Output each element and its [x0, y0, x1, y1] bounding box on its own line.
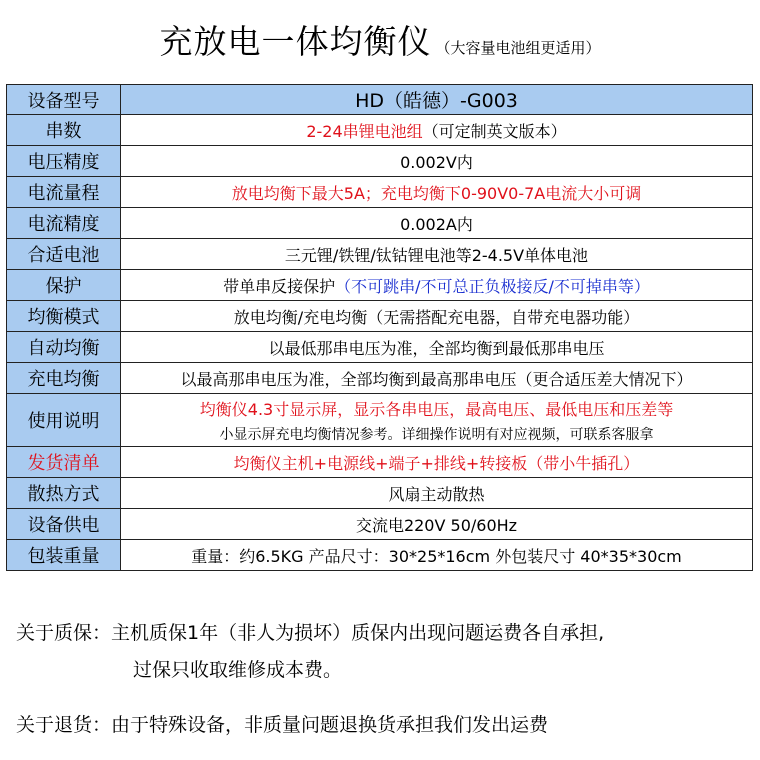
- row-label: 发货清单: [7, 447, 121, 478]
- row-value-line2: 小显示屏充电均衡情况参考。详细操作说明有对应视频，可联系客服拿: [219, 426, 654, 443]
- row-value-extra: （不可跳串/不可总正负极接反/不可掉串等）: [335, 276, 650, 296]
- table-row: [7, 208, 753, 239]
- row-label: 电流量程: [7, 177, 121, 208]
- row-value: [121, 115, 753, 146]
- row-value-extra: （可定制英文版本）: [422, 121, 567, 141]
- title-main: 充放电一体均衡仪: [159, 22, 432, 61]
- row-value: 均衡仪主机+电源线+端子+排线+转接板（带小牛插孔）: [121, 447, 753, 478]
- table-row: [7, 363, 753, 394]
- row-label: 设备型号: [7, 85, 121, 115]
- warranty-note-line2: 过保只收取维修成本费。: [133, 659, 343, 681]
- warranty-note-line1: 关于质保：主机质保1年（非人为损坏）质保内出现问题运费各自承担,: [16, 622, 605, 644]
- row-value: [121, 394, 753, 447]
- row-value: 以最高那串电压为准，全部均衡到最高那串电压（更合适压差大情况下）: [121, 363, 753, 394]
- row-label: 散热方式: [7, 478, 121, 509]
- row-value-highlight: 2-24串锂电池组: [306, 121, 423, 141]
- title-subtitle: （大容量电池组更适用）: [435, 39, 601, 57]
- page-title: [0, 16, 760, 63]
- table-row: [7, 239, 753, 270]
- row-label: 均衡模式: [7, 301, 121, 332]
- spec-table: [6, 84, 753, 571]
- table-row: [7, 146, 753, 177]
- row-label: 合适电池: [7, 239, 121, 270]
- table-row: [7, 509, 753, 540]
- row-value: 风扇主动散热: [121, 478, 753, 509]
- row-label: 保护: [7, 270, 121, 301]
- row-value: 三元锂/铁锂/钛钴锂电池等2-4.5V单体电池: [121, 239, 753, 270]
- table-row: [7, 115, 753, 146]
- row-label: 设备供电: [7, 509, 121, 540]
- row-label: 充电均衡: [7, 363, 121, 394]
- row-label: 串数: [7, 115, 121, 146]
- row-value: 放电均衡下最大5A；充电均衡下0-90V0-7A电流大小可调: [121, 177, 753, 208]
- row-value: 交流电220V 50/60Hz: [121, 509, 753, 540]
- table-row: [7, 332, 753, 363]
- row-value: 0.002V内: [121, 146, 753, 177]
- row-label: 使用说明: [7, 394, 121, 447]
- table-row: [7, 270, 753, 301]
- row-value-line1: 均衡仪4.3寸显示屏，显示各串电压，最高电压、最低电压和压差等: [199, 399, 674, 419]
- row-value: HD（皓德）-G003: [121, 85, 753, 115]
- row-value: 以最低那串电压为准，全部均衡到最低那串电压: [121, 332, 753, 363]
- table-row: [7, 85, 753, 115]
- row-label: 自动均衡: [7, 332, 121, 363]
- row-value: [121, 270, 753, 301]
- table-row: [7, 301, 753, 332]
- row-value: 重量：约6.5KG 产品尺寸：30*25*16cm 外包装尺寸 40*35*30cm: [121, 540, 753, 571]
- row-label: 包装重量: [7, 540, 121, 571]
- row-label: 电流精度: [7, 208, 121, 239]
- table-row: [7, 394, 753, 447]
- table-row: [7, 540, 753, 571]
- table-row: [7, 478, 753, 509]
- row-value: 0.002A内: [121, 208, 753, 239]
- row-value: 放电均衡/充电均衡（无需搭配充电器，自带充电器功能）: [121, 301, 753, 332]
- table-row: [7, 447, 753, 478]
- returns-note: 关于退货：由于特殊设备，非质量问题退换货承担我们发出运费: [16, 714, 549, 736]
- table-row: [7, 177, 753, 208]
- row-value-main: 带单串反接保护: [223, 276, 336, 296]
- row-label: 电压精度: [7, 146, 121, 177]
